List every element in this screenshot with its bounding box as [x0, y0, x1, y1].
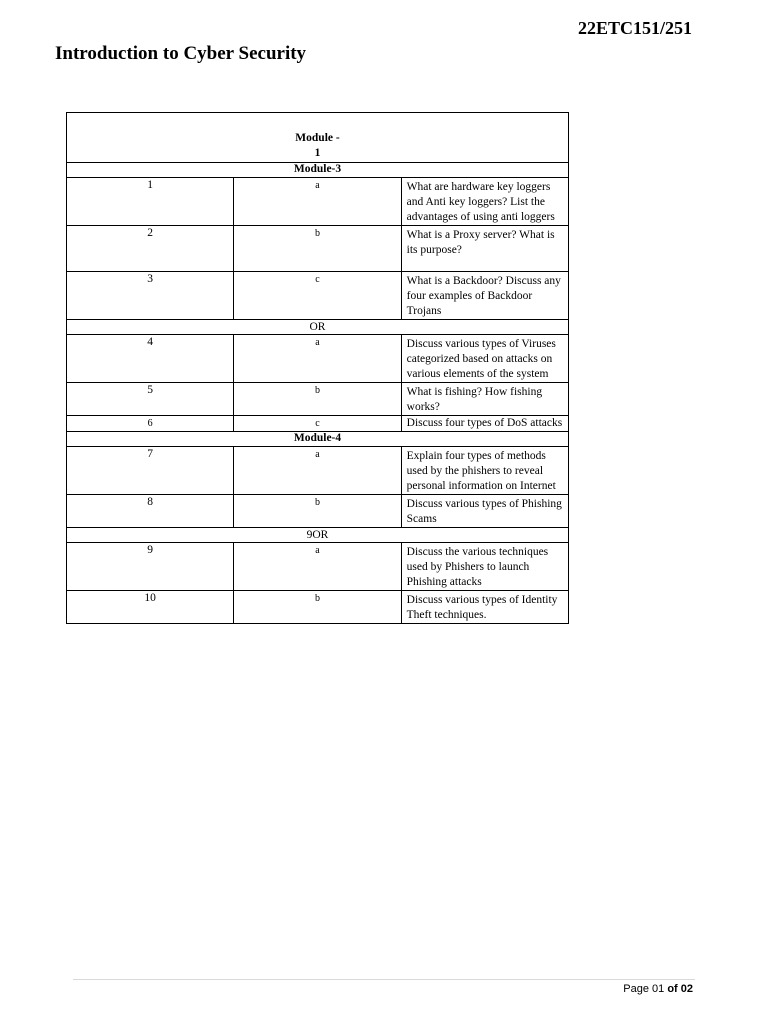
- question-text: Discuss various types of Phishing Scams: [401, 495, 568, 528]
- question-number: 1: [67, 178, 234, 226]
- question-sub: a: [234, 543, 401, 591]
- page-current: 1: [658, 983, 665, 995]
- question-sub: a: [234, 335, 401, 383]
- question-text: Discuss various types of Identity Theft techniques.: [401, 591, 568, 624]
- table-row: [67, 272, 569, 320]
- header-module-label: Module -: [295, 132, 340, 144]
- question-number: 2: [67, 226, 234, 272]
- question-number: 6: [67, 416, 234, 432]
- question-sub: b: [234, 226, 401, 272]
- question-sub: b: [234, 495, 401, 528]
- or-separator: OR: [67, 320, 569, 335]
- question-sub: a: [234, 447, 401, 495]
- module-heading: Module-4: [67, 432, 569, 447]
- question-number: 3: [67, 272, 234, 320]
- question-number: 8: [67, 495, 234, 528]
- question-sub: b: [234, 383, 401, 416]
- question-sub: a: [234, 178, 401, 226]
- table-row: [67, 591, 569, 624]
- module-heading: Module-3: [67, 163, 569, 178]
- table-header: [67, 113, 569, 163]
- table-row: [67, 178, 569, 226]
- question-table: [66, 112, 569, 624]
- document-title: Introduction to Cyber Security: [55, 43, 307, 64]
- header-module-number: 1: [314, 147, 321, 159]
- footer-divider: [73, 979, 695, 980]
- question-number: 7: [67, 447, 234, 495]
- question-number: 10: [67, 591, 234, 624]
- question-text: What are hardware key loggers and Anti key loggers? List the advantages of using anti loggers: [401, 178, 568, 226]
- table-row: [67, 447, 569, 495]
- table-row: [67, 335, 569, 383]
- page-total: of 02: [667, 983, 693, 995]
- table-row: [67, 543, 569, 591]
- question-text: What is a Proxy server? What is its purpose?: [401, 226, 568, 272]
- question-sub: c: [234, 272, 401, 320]
- question-text: What is a Backdoor? Discuss any four examples of Backdoor Trojans: [401, 272, 568, 320]
- page-label: Page 0: [623, 983, 659, 995]
- question-text: Discuss various types of Viruses categorized based on attacks on various elements of the system: [401, 335, 568, 383]
- question-sub: c: [234, 416, 401, 432]
- question-number: 4: [67, 335, 234, 383]
- question-text: Discuss the various techniques used by Phishers to launch Phishing attacks: [401, 543, 568, 591]
- question-text: Explain four types of methods used by the phishers to reveal personal information on Internet: [401, 447, 568, 495]
- question-number: 9: [67, 543, 234, 591]
- table-row: [67, 416, 569, 432]
- table-row: [67, 383, 569, 416]
- question-sub: b: [234, 591, 401, 624]
- table-row: [67, 495, 569, 528]
- table-row: [67, 226, 569, 272]
- page-footer: [623, 983, 693, 995]
- or-separator: 9OR: [67, 528, 569, 543]
- question-text: What is fishing? How fishing works?: [401, 383, 568, 416]
- course-code: 22ETC151/251: [577, 18, 692, 38]
- question-text: Discuss four types of DoS attacks: [401, 416, 568, 432]
- question-number: 5: [67, 383, 234, 416]
